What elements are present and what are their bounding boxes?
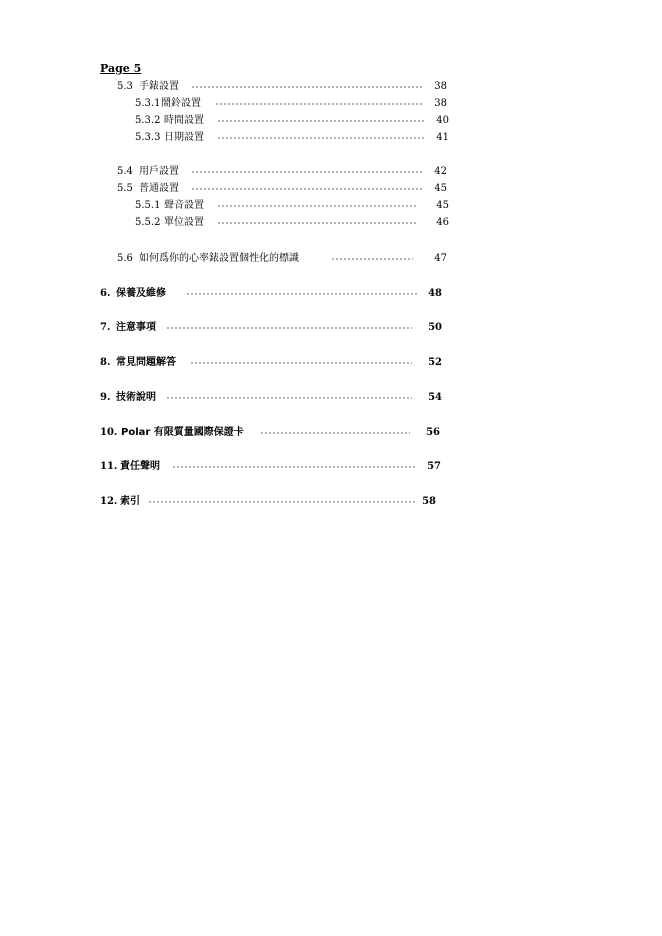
toc-entry-page: 57 [427, 461, 441, 472]
toc-entry-6 [100, 286, 450, 302]
toc-entry-number: 8. [100, 357, 111, 368]
toc-entry-page: 42 [434, 166, 447, 177]
toc-entry-title: 注意事項 [116, 322, 156, 333]
toc-entry-title: Polar 有限質量國際保證卡 [121, 427, 244, 438]
toc-entry-page: 45 [434, 183, 447, 194]
toc-leader-dots [260, 432, 410, 434]
toc-entry-title: 單位設置 [164, 217, 204, 228]
toc-leader-dots [172, 466, 416, 468]
toc-leader-dots [217, 222, 417, 224]
toc-leader-dots [190, 362, 412, 364]
toc-entry-number: 9. [100, 392, 111, 403]
toc-entry-number: 5.3.1 [135, 98, 161, 109]
toc-entry-8 [100, 355, 450, 371]
toc-entry-5-5 [117, 181, 452, 197]
toc-entry-page: 48 [428, 288, 442, 299]
toc-leader-dots [148, 501, 416, 503]
toc-entry-title: 責任聲明 [120, 461, 160, 472]
toc-entry-page: 58 [422, 496, 436, 507]
toc-entry-number: 5.6 [117, 253, 133, 264]
toc-entry-number: 5.5.2 [135, 217, 161, 228]
toc-entry-10 [100, 425, 450, 441]
toc-entry-number: 5.3.2 [135, 115, 161, 126]
toc-entry-page: 54 [428, 392, 442, 403]
toc-entry-page: 38 [434, 98, 447, 109]
toc-entry-number: 6. [100, 288, 111, 299]
toc-entry-5-5-2 [135, 215, 452, 231]
toc-leader-dots [191, 188, 423, 190]
toc-entry-title: 普通設置 [139, 183, 179, 194]
toc-entry-title: 如何爲你的心率錶設置個性化的標識 [139, 253, 299, 264]
toc-entry-11 [100, 459, 450, 475]
toc-leader-dots [166, 397, 412, 399]
toc-entry-page: 47 [434, 253, 447, 264]
toc-leader-dots [215, 103, 423, 105]
toc-entry-12 [100, 494, 450, 510]
toc-leader-dots [166, 327, 412, 329]
toc-entry-page: 56 [426, 427, 440, 438]
toc-entry-number: 7. [100, 322, 111, 333]
toc-entry-page: 41 [436, 132, 449, 143]
toc-entry-page: 50 [428, 322, 442, 333]
toc-entry-page: 38 [434, 81, 447, 92]
toc-entry-title: 手錶設置 [139, 81, 179, 92]
toc-entry-title: 鬧鈴設置 [161, 98, 201, 109]
toc-entry-title: 保養及維修 [116, 288, 166, 299]
toc-entry-number: 5.4 [117, 166, 133, 177]
toc-entry-5-6 [117, 251, 452, 267]
toc-leader-dots [331, 258, 413, 260]
toc-entry-title: 技術說明 [116, 392, 156, 403]
toc-leader-dots [217, 205, 417, 207]
toc-leader-dots [191, 171, 423, 173]
toc-entry-5-3-3 [135, 130, 452, 146]
toc-entry-number: 12. [100, 496, 118, 507]
toc-entry-title: 時間設置 [164, 115, 204, 126]
toc-entry-5-5-1 [135, 198, 452, 214]
toc-entry-title: 索引 [120, 496, 140, 507]
toc-entry-number: 5.3.3 [135, 132, 161, 143]
toc-entry-number: 5.5.1 [135, 200, 161, 211]
toc-entry-5-3-1 [135, 96, 452, 112]
toc-entry-5-3-2 [135, 113, 452, 129]
toc-entry-title: 日期設置 [164, 132, 204, 143]
page-label: Page 5 [100, 62, 142, 75]
toc-leader-dots [217, 137, 425, 139]
toc-entry-7 [100, 320, 450, 336]
toc-entry-5-4 [117, 164, 452, 180]
toc-entry-page: 45 [436, 200, 449, 211]
toc-entry-page: 40 [436, 115, 449, 126]
toc-entry-title: 用戶設置 [139, 166, 179, 177]
toc-entry-number: 5.5 [117, 183, 133, 194]
toc-entry-number: 11. [100, 461, 118, 472]
toc-leader-dots [191, 86, 423, 88]
toc-entry-number: 5.3 [117, 81, 133, 92]
toc-entry-number: 10. [100, 427, 118, 438]
toc-leader-dots [186, 293, 418, 295]
toc-entry-page: 46 [436, 217, 449, 228]
toc-entry-page: 52 [428, 357, 442, 368]
toc-entry-5-3 [117, 79, 452, 95]
toc-entry-title: 常見問題解答 [116, 357, 176, 368]
toc-entry-9 [100, 390, 450, 406]
toc-entry-title: 聲音設置 [164, 200, 204, 211]
toc-leader-dots [217, 120, 425, 122]
